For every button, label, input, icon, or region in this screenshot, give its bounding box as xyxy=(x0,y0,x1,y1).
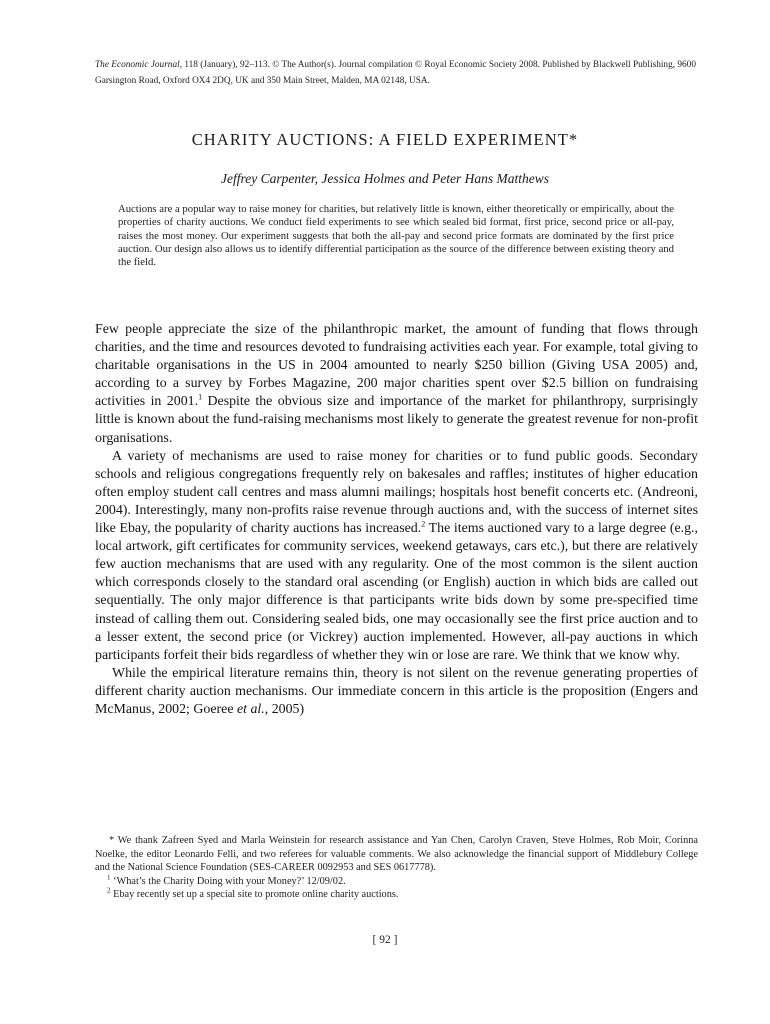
paragraph-1-text-b: Despite the obvious size and importance of the market for philanthropy, surprisingly little is known about the fund-raising mechanisms most likely to generate the greatest revenue for non-profit organisations. xyxy=(95,394,698,446)
journal-citation: , 118 (January), 92–113. © The Author(s). Journal compilation © Royal Economic Society 2008. Published by Blackwell Publishing, 9600 Garsington Road, Oxford OX4 2DQ, UK and 350 Main Street, Malden, MA 02148, USA. xyxy=(95,60,696,86)
abstract: Auctions are a popular way to raise money for charities, but relatively little is known, either theoretically or empirically, about the properties of charity auctions. We conduct field experiments to see which sealed bid format, first price, second price or all-pay, raises the most money. Our experiment suggests that both the all-pay and second price formats are dominated by the first price auction. Our design also allows us to identify differential participation as the source of the difference between existing theory and the field. xyxy=(118,203,674,269)
footnote-2 xyxy=(95,888,698,902)
paragraph-3 xyxy=(95,665,698,719)
footnote-1-mark: 1 xyxy=(107,873,111,882)
paragraph-2-text-a: A variety of mechanisms are used to raise money for charities or to fund public goods. Secondary schools and religious congregations frequently rely on bakesales and raffles; institutes of higher education often employ student call centres and mass alumni mailings; hospitals host benefit concerts etc. (Andreoni, 2004). Interestingly, many non-profits raise revenue through auctions and, with the success of internet sites like Ebay, the popularity of charity auctions has increased. xyxy=(95,448,698,537)
article-authors: Jeffrey Carpenter, Jessica Holmes and Peter Hans Matthews xyxy=(221,171,549,186)
footnote-1-text: ‘What’s the Charity Doing with your Money?’ 12/09/02. xyxy=(110,875,346,887)
footnote-ref-1: 1 xyxy=(198,392,203,402)
footnote-acknowledgement: * We thank Zafreen Syed and Marla Weinstein for research assistance and Yan Chen, Carolyn Craven, Steve Holmes, Rob Moir, Corinna Noelke, the editor Leonardo Felli, and two referees for valuable comments. We also acknowledge the financial support of Middlebury College and the National Science Foundation (SES-CAREER 0092953 and SES 0617778). xyxy=(95,835,698,874)
paragraph-1 xyxy=(95,321,698,448)
footnote-ref-2: 2 xyxy=(421,519,426,529)
journal-header xyxy=(95,57,699,89)
paragraph-3-text-a: While the empirical literature remains thin, theory is not silent on the revenue generating properties of different charity auction mechanisms. Our immediate concern in this article is the proposition (Engers and McManus, 2002; Goeree xyxy=(95,665,698,717)
footnote-2-mark: 2 xyxy=(107,886,111,895)
footnotes xyxy=(95,834,698,902)
article-title: CHARITY AUCTIONS: A FIELD EXPERIMENT* xyxy=(191,130,579,149)
page-number: [ 92 ] xyxy=(372,934,398,946)
paragraph-1-text-a: Few people appreciate the size of the philanthropic market, the amount of funding that flows through charities, and the time and resources devoted to fundraising activities each year. For example, total giving to charitable organisations in the US in 2004 amounted to nearly $250 billion (Giving USA 2005) and, according to a survey by Forbes Magazine, 200 major charities spent over $2.5 billion on fundraising activities in 2001. xyxy=(95,322,698,410)
footnote-1 xyxy=(95,875,698,889)
paragraph-2-text-b: The items auctioned vary to a large degree (e.g., local artwork, gift certificates for community services, weekend getaways, cars etc.), but there are relatively few auction mechanisms that are used with any regularity. One of the most common is the silent auction which corresponds closely to the standard oral ascending (or English) auction in which bids are called out sequentially. The only major difference is that participants write bids down by some pre-specified time instead of calling them out. Considering sealed bids, one may occasionally see the first price auction and to a lesser extent, the second price (or Vickrey) auction implemented. However, all-pay auctions in which participants forfeit their bids regardless of whether they win or lose are rare. We think that we know why. xyxy=(95,521,698,663)
paragraph-2 xyxy=(95,448,698,665)
footnote-2-text: Ebay recently set up a special site to promote online charity auctions. xyxy=(110,889,399,901)
paragraph-3-text-b: , 2005) xyxy=(264,701,305,717)
journal-name: The Economic Journal xyxy=(95,60,180,70)
paragraph-3-etal: et al. xyxy=(236,701,265,717)
body-text xyxy=(95,321,698,719)
